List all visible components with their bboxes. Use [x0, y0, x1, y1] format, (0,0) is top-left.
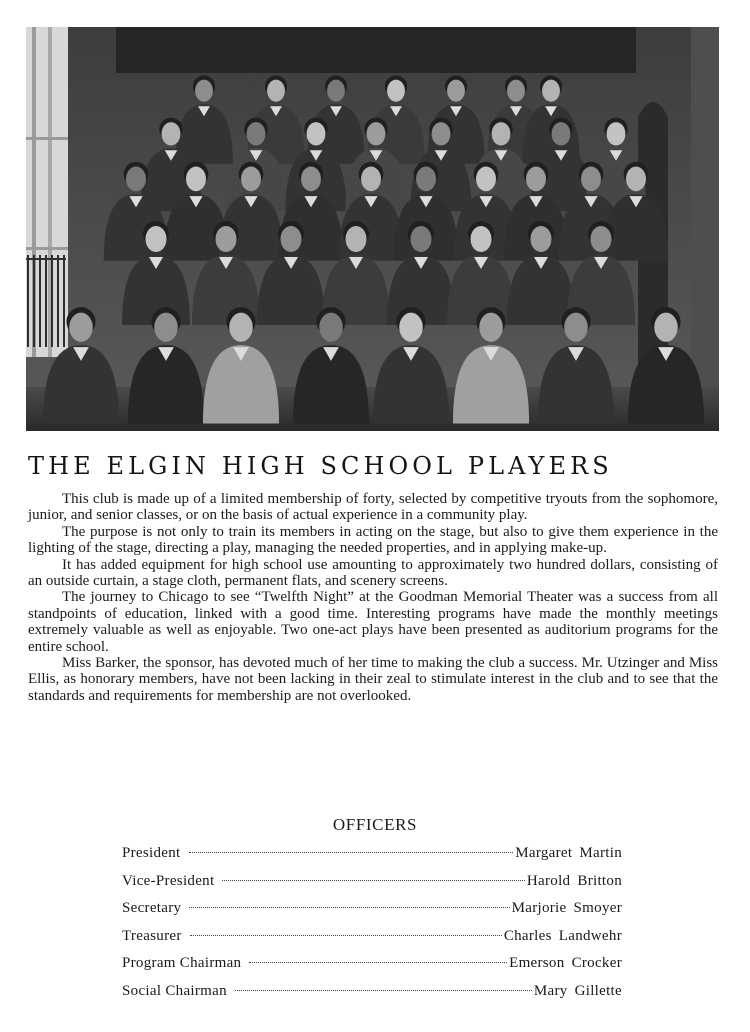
officer-role: President	[122, 845, 181, 861]
officer-row	[122, 845, 622, 873]
officer-row	[122, 900, 622, 928]
dot-leader	[249, 962, 507, 963]
paragraph: The purpose is not only to train its members in acting on the stage, but also to give them experience in the lighting of the stage, directing a play, managing the needed properties, and in applying make-up.	[28, 523, 718, 557]
paragraph: This club is made up of a limited membership of forty, selected by competitive tryouts from the sophomore, junior, and senior classes, or on the basis of actual experience in a community play.	[28, 491, 718, 524]
officers-list	[122, 845, 622, 1011]
paragraph: Miss Barker, the sponsor, has devoted much of her time to making the club a success. Mr. Utzinger and Miss Ellis, as honorary members, have not been lacking in their zeal to stimulate interest in the club and to see that the standards and requirements for membership are not overlooked.	[28, 655, 718, 704]
dot-leader	[189, 852, 514, 853]
club-description	[28, 491, 718, 704]
officers-heading: OFFICERS	[332, 815, 418, 834]
officer-role: Program Chairman	[122, 955, 242, 972]
officer-row	[122, 928, 622, 956]
dot-leader	[190, 935, 502, 936]
paragraph: It has added equipment for high school use amounting to approximately two hundred dollars, consisting of an outside curtain, a stage cloth, permanent flats, and scenery screens.	[28, 556, 718, 590]
officer-name: Mary Gillette	[533, 982, 622, 999]
officer-role: Treasurer	[122, 927, 182, 944]
officer-name: Charles Landwehr	[503, 927, 622, 944]
dot-leader	[222, 880, 524, 881]
dot-leader	[235, 990, 532, 991]
group-photo-image	[26, 27, 719, 431]
officer-row	[122, 983, 622, 1011]
officer-role: Social Chairman	[122, 982, 227, 999]
officer-role: Vice-President	[122, 872, 215, 889]
page-title: THE ELGIN HIGH SCHOOL PLAYERS	[28, 452, 613, 480]
officer-name: Marjorie Smoyer	[511, 900, 622, 917]
group-photo	[26, 27, 719, 431]
officer-row	[122, 873, 622, 901]
officer-name: Harold Britton	[526, 872, 622, 889]
officer-name: Emerson Crocker	[509, 955, 622, 972]
officer-role: Secretary	[122, 900, 182, 917]
dot-leader	[189, 907, 509, 908]
officer-name: Margaret Martin	[515, 845, 622, 861]
officer-row	[122, 955, 622, 983]
paragraph: The journey to Chicago to see “Twelfth Night” at the Goodman Memorial Theater was a success from all standpoints of education, linked with a good time. Interesting programs have made the monthly meetings extremely valuable as well as enjoyable. Two one-act plays have been presented as auditorium programs for the entire school.	[28, 589, 718, 655]
